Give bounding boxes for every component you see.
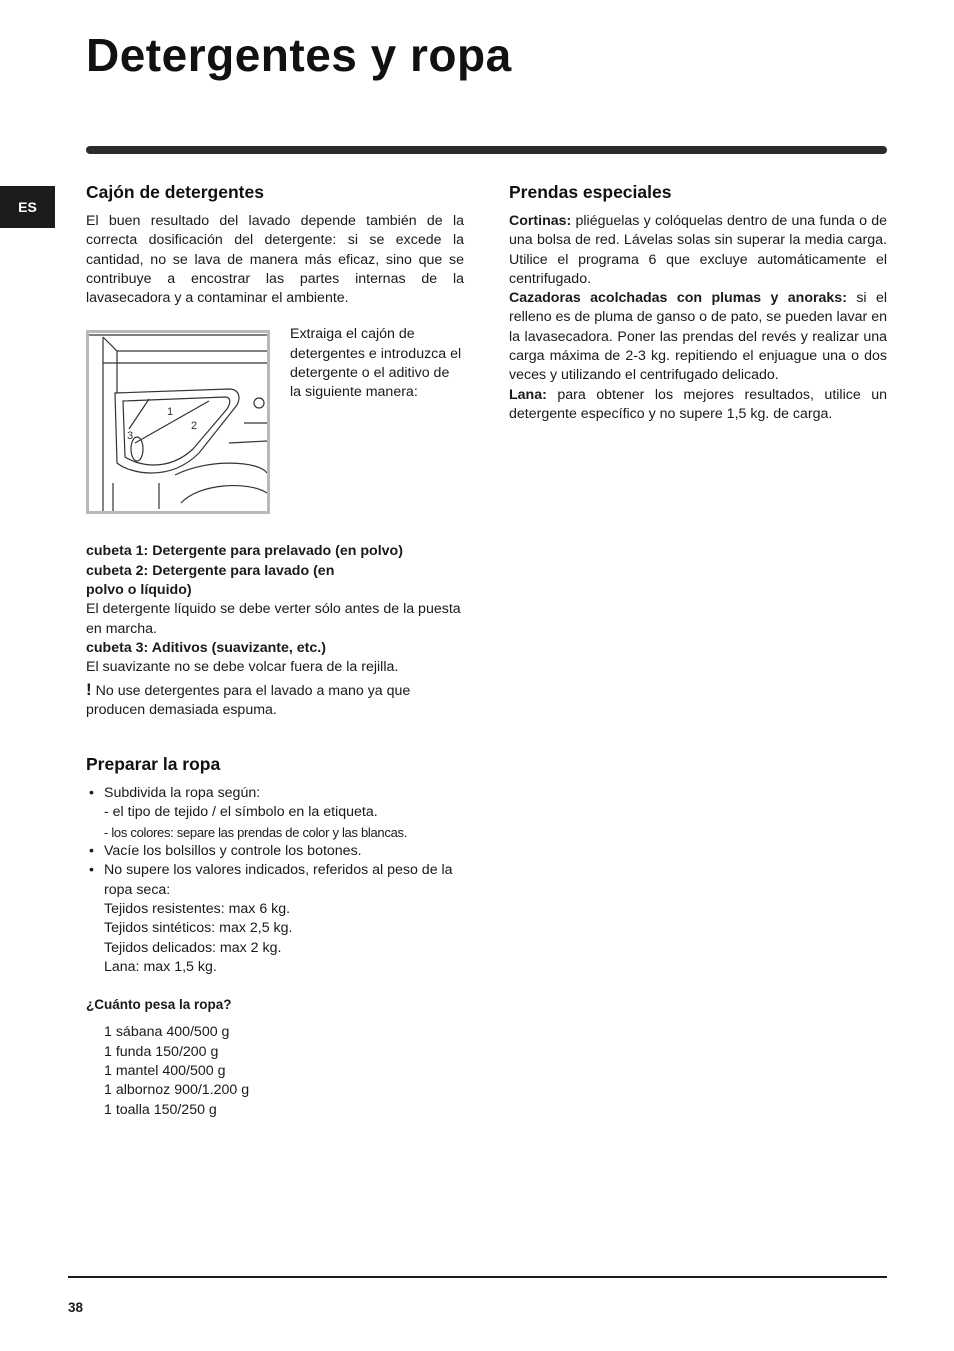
compartment-label-3: 3 (127, 430, 134, 443)
language-tab: ES (0, 186, 55, 228)
cazadoras-paragraph: Cazadoras acolchadas con plumas y anoraks: si el relleno es de pluma de ganso o de pato, se pueden lavar en la lavasecadora. Poner las prendas del revés y realizar una carga máxima de 2-3 kg. repitiendo el enjuague una o dos veces y utilizando el centrifugado delicado. (509, 290, 888, 384)
limit-item: Lana: max 1,5 kg. (104, 958, 217, 975)
preparation-list (86, 784, 464, 977)
page-title: Detergentes y ropa (86, 29, 512, 81)
cubeta-3-label: cubeta 3: Aditivos (suavizante, etc.) (86, 639, 326, 656)
cubeta-1-label: cubeta 1: Detergente para prelavado (en polvo) (86, 543, 403, 560)
list-item: • No supere los valores indicados, referidos al peso de la ropa seca: Tejidos resistentes: max 6 kg. Tejidos sintéticos: max 2,5 kg. Tejidos delicados: max 2 kg. Lana: max 1,5 kg. (86, 861, 464, 977)
compartments-list (86, 542, 464, 720)
weight-item: 1 toalla 150/250 g (104, 1101, 217, 1118)
compartment-label-2: 2 (191, 420, 198, 433)
weight-item: 1 mantel 400/500 g (104, 1063, 226, 1080)
weights-list (86, 1023, 464, 1119)
limit-item: Tejidos resistentes: max 6 kg. (104, 900, 291, 917)
cubeta-3-note: El suavizante no se debe volcar fuera de la rejilla. (86, 659, 399, 676)
section-heading-preparar: Preparar la ropa (86, 754, 221, 775)
weight-item: 1 sábana 400/500 g (104, 1024, 230, 1041)
weight-item: 1 albornoz 900/1.200 g (104, 1082, 250, 1099)
limit-item: Tejidos delicados: max 2 kg. (104, 939, 282, 956)
warning-note (86, 680, 464, 721)
right-column (509, 180, 887, 424)
cubeta-2-note: El detergente líquido se debe verter sólo antes de la puesta en marcha. (86, 601, 461, 637)
sub-item: - los colores: separe las prendas de color y las blancas. (104, 824, 408, 840)
drawer-drawing (89, 333, 267, 511)
warning-text: No use detergentes para el lavado a mano ya que producen demasiada espuma. (86, 682, 411, 718)
section-heading-prendas: Prendas especiales (509, 182, 672, 202)
page-number: 38 (68, 1300, 84, 1315)
weight-item: 1 funda 150/200 g (104, 1043, 219, 1060)
title-divider (86, 146, 887, 154)
weights-heading: ¿Cuánto pesa la ropa? (86, 997, 232, 1013)
list-item: • Vacíe los bolsillos y controle los botones. (86, 842, 464, 861)
detergent-drawer-illustration (86, 330, 270, 514)
lana-paragraph: Lana: para obtener los mejores resultados, utilice un detergente específico y no supere 1,5 kg. de carga. (509, 386, 887, 422)
figure-caption: Extraiga el cajón de detergentes e introduzca el detergente o el aditivo de la siguiente manera: (290, 326, 462, 401)
sub-item: - el tipo de tejido / el símbolo en la etiqueta. (104, 804, 378, 821)
cubeta-2-label: cubeta 2: Detergente para lavado (en polvo o líquido) (86, 562, 335, 599)
section-heading-cajon: Cajón de detergentes (86, 182, 264, 202)
list-item: • Subdivida la ropa según: - el tipo de tejido / el símbolo en la etiqueta. - los colores: separe las prendas de color y las blancas. (86, 784, 464, 842)
compartment-label-1: 1 (167, 406, 174, 419)
left-column (86, 180, 464, 1120)
figure-row (86, 326, 464, 514)
footer-divider (68, 1276, 887, 1278)
section-preparar (86, 752, 464, 1120)
cortinas-paragraph: Cortinas: pliéguelas y colóquelas dentro de una funda o de una bolsa de red. Lávelas solas sin superar la media carga. Utilice el programa 6 que excluye automáticamente el centrifugado. (509, 213, 887, 287)
limit-item: Tejidos sintéticos: max 2,5 kg. (104, 920, 293, 937)
intro-paragraph: El buen resultado del lavado depende también de la correcta dosificación del detergente: si se excede la cantidad, no se lava de manera más eficaz, sino que se contribuye a encostrar las partes internas de la lavasecadora y a contaminar el ambiente. (86, 213, 464, 307)
warning-icon: ! (86, 679, 92, 699)
